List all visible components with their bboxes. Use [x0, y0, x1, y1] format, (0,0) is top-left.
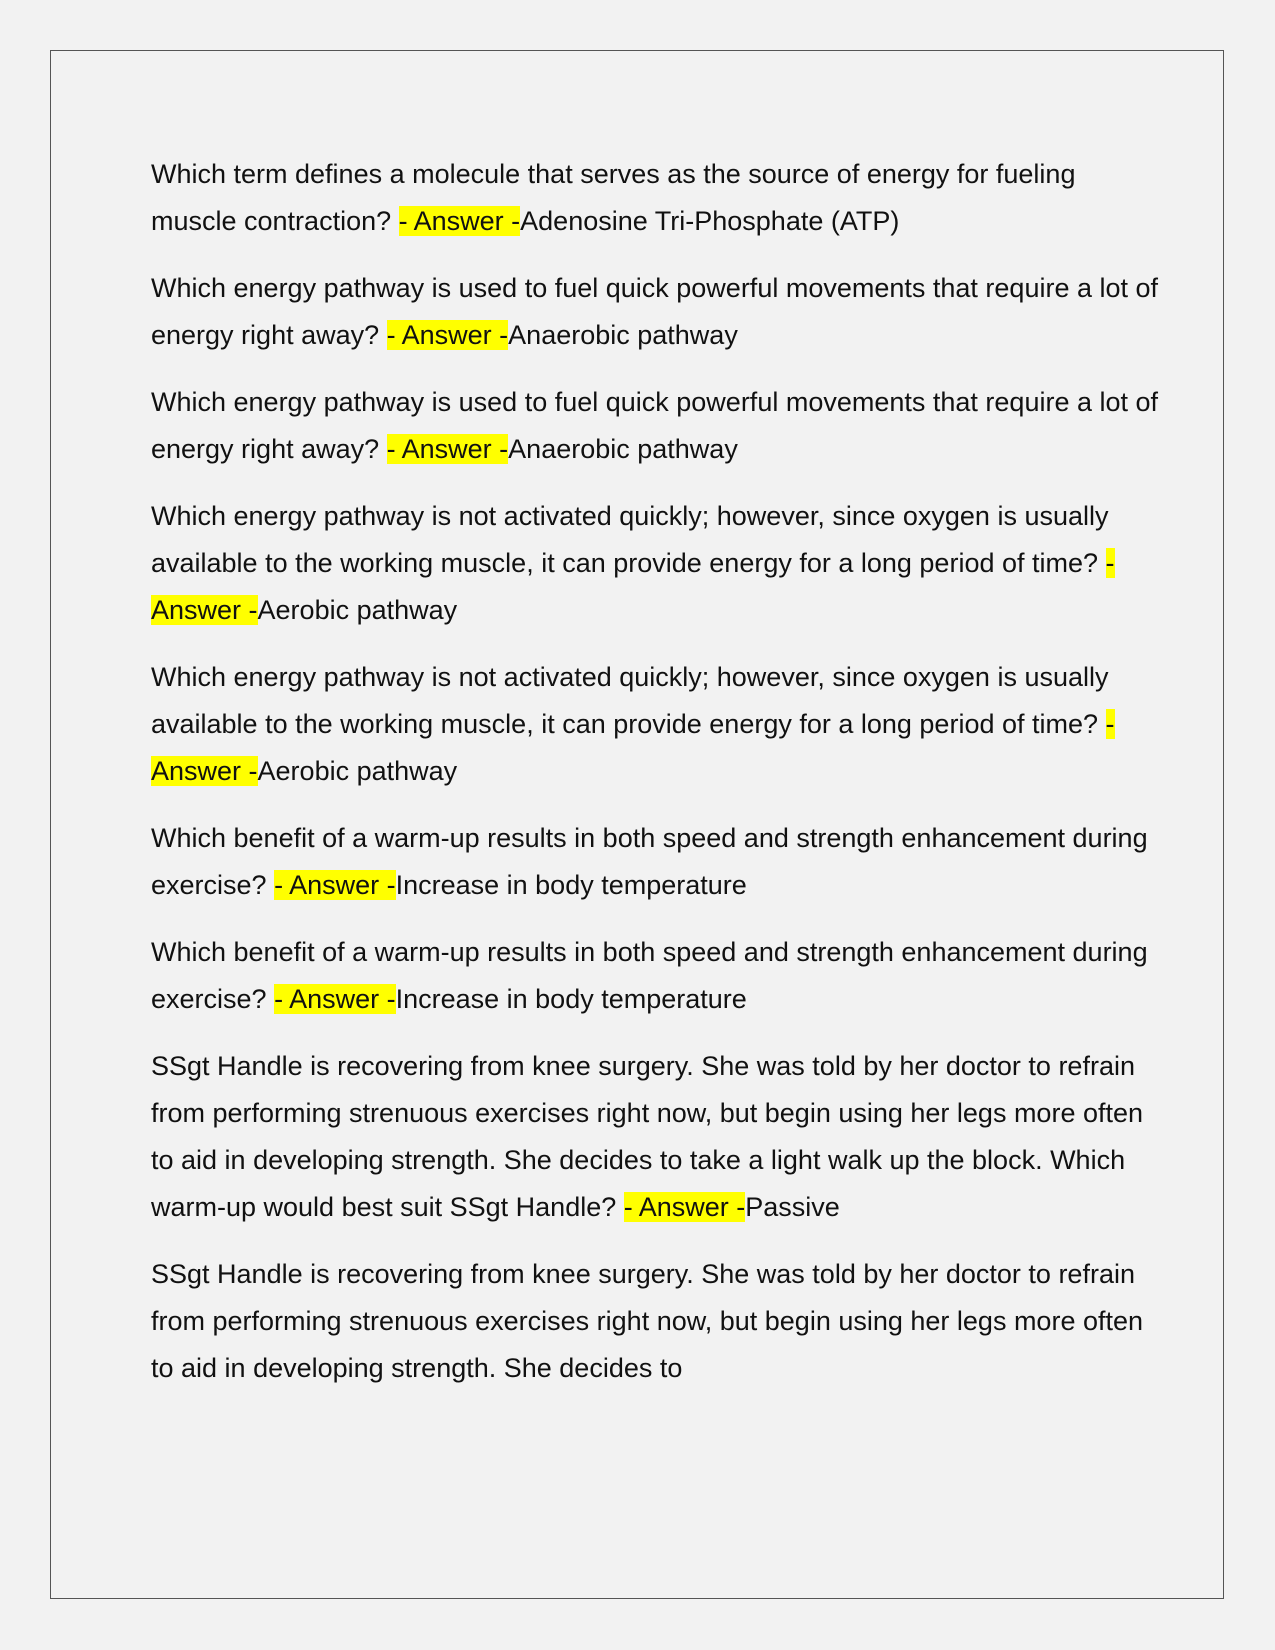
answer-marker: - Answer - — [623, 1192, 746, 1222]
qa-item — [151, 151, 1161, 245]
answer-marker: - Answer - — [274, 984, 396, 1014]
answer-marker: - Answer - — [151, 709, 1115, 786]
qa-item — [151, 379, 1161, 473]
question-text: Which term defines a molecule that serves as the source of energy for fueling muscle contraction? — [151, 159, 1076, 236]
answer-text: Passive — [745, 1192, 840, 1222]
qa-item — [151, 493, 1161, 634]
answer-text: Increase in body temperature — [395, 870, 747, 900]
question-text: Which energy pathway is used to fuel quick powerful movements that require a lot of energy right away? — [151, 387, 1159, 464]
question-text: Which benefit of a warm-up results in both speed and strength enhancement during exercise? — [151, 823, 1148, 900]
answer-text: Aerobic pathway — [257, 756, 458, 786]
answer-text: Adenosine Tri-Phosphate (ATP) — [520, 206, 900, 236]
answer-text: Increase in body temperature — [395, 984, 747, 1014]
answer-text: Anaerobic pathway — [508, 320, 738, 350]
qa-item — [151, 654, 1161, 795]
question-text: Which benefit of a warm-up results in both speed and strength enhancement during exercise? — [151, 937, 1148, 1014]
question-text: Which energy pathway is used to fuel quick powerful movements that require a lot of energy right away? — [151, 273, 1159, 350]
answer-marker: - Answer - — [386, 434, 509, 464]
question-text: SSgt Handle is recovering from knee surgery. She was told by her doctor to refrain from performing strenuous exercises right now, but begin using her legs more often to aid in developing strength. She decides to take a light walk up the block. Which warm-up would best suit SSgt Handle? — [151, 1051, 1144, 1222]
document-page — [50, 50, 1224, 1599]
question-text: Which energy pathway is not activated quickly; however, since oxygen is usually available to the working muscle, it can provide energy for a long period of time? — [151, 501, 1109, 578]
trailing-paragraph: SSgt Handle is recovering from knee surgery. She was told by her doctor to refrain from performing strenuous exercises right now, but begin using her legs more often to aid in developing strength. She decides to — [151, 1259, 1144, 1383]
qa-item — [151, 265, 1161, 359]
answer-text: Anaerobic pathway — [508, 434, 738, 464]
answer-marker: - Answer - — [398, 206, 521, 236]
answer-text: Aerobic pathway — [257, 595, 458, 625]
qa-item — [151, 815, 1161, 909]
qa-item — [151, 1043, 1161, 1231]
question-text: Which energy pathway is not activated quickly; however, since oxygen is usually available to the working muscle, it can provide energy for a long period of time? — [151, 662, 1109, 739]
qa-item — [151, 929, 1161, 1023]
answer-marker: - Answer - — [386, 320, 509, 350]
answer-marker: - Answer - — [151, 548, 1115, 625]
answer-marker: - Answer - — [274, 870, 396, 900]
document-content — [151, 151, 1161, 1412]
